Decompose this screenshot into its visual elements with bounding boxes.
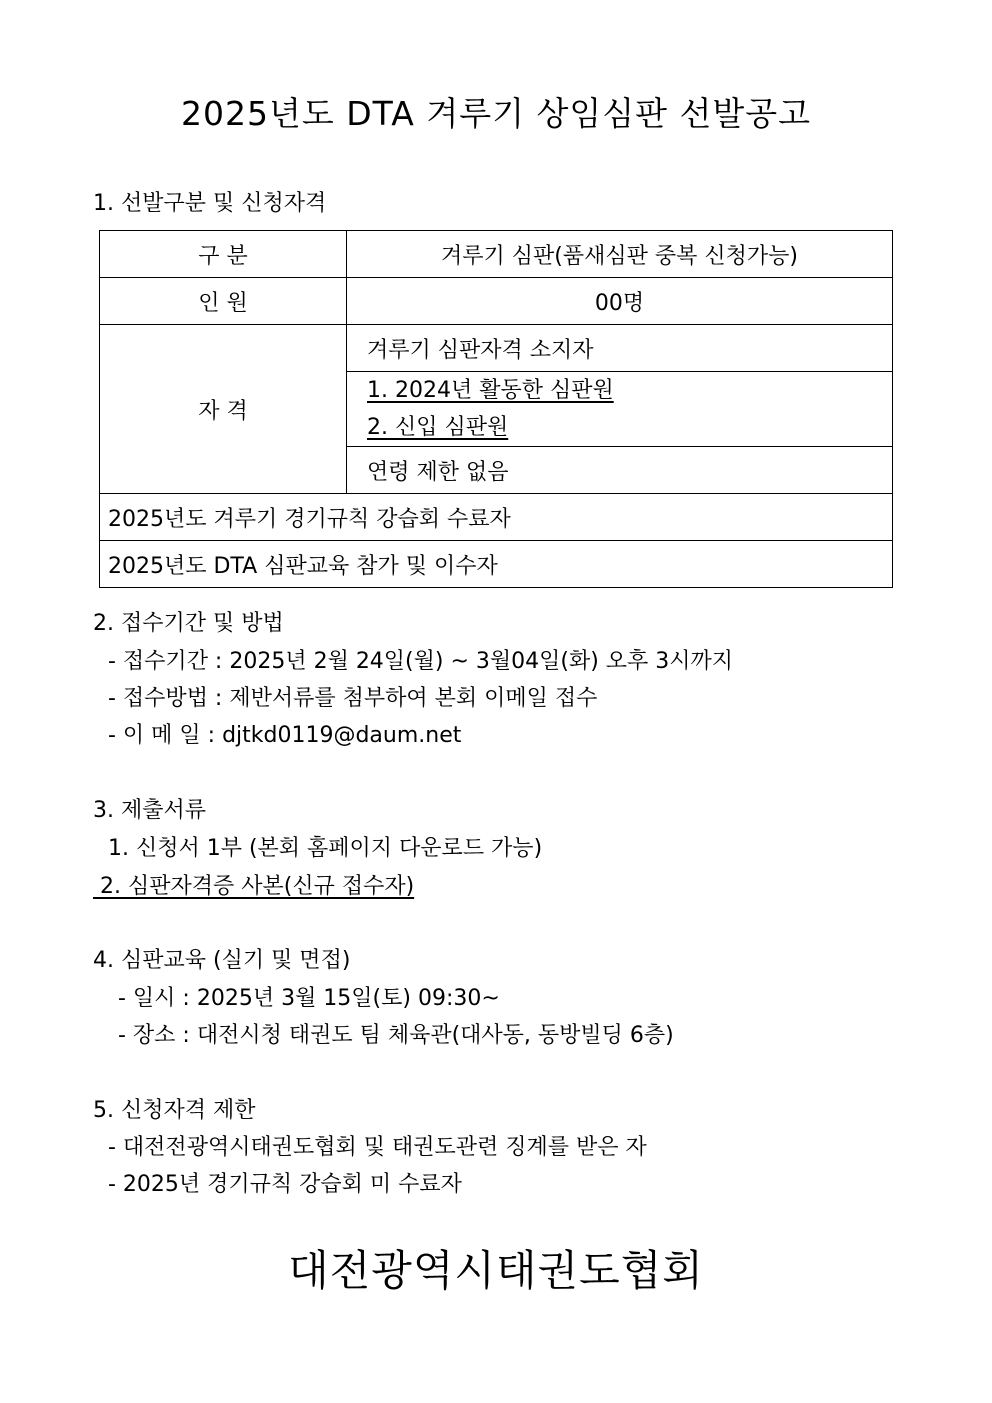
document-line: 1. 신청서 1부 (본회 홈페이지 다운로드 가능) xyxy=(108,836,543,861)
full-row-cell: 2025년도 DTA 심판교육 참가 및 이수자 xyxy=(100,541,893,588)
count-label-cell: 인 원 xyxy=(100,278,347,325)
table-row xyxy=(100,325,893,372)
table-row xyxy=(100,278,893,325)
count-value-cell: 00명 xyxy=(347,278,893,325)
section-3-heading: 3. 제출서류 xyxy=(93,798,206,823)
section-2-heading: 2. 접수기간 및 방법 xyxy=(93,611,284,636)
application-period-line: - 접수기간 : 2025년 2월 24일(월) ~ 3월04일(화) 오후 3시까지 xyxy=(108,649,734,674)
qual-line-cell: 2. 신입 심판원 xyxy=(367,415,509,440)
section-1-heading: 1. 선발구분 및 신청자격 xyxy=(93,191,327,216)
header-right-cell: 겨루기 심판(품새심판 중복 신청가능) xyxy=(347,231,893,278)
qualification-table xyxy=(99,230,893,588)
document-line: 2. 심판자격증 사본(신규 접수자) xyxy=(93,874,415,899)
table-row xyxy=(100,231,893,278)
page-title: 2025년도 DTA 겨루기 상임심판 선발공고 xyxy=(181,94,811,133)
full-row-cell: 2025년도 겨루기 경기규칙 강습회 수료자 xyxy=(100,494,893,541)
qual-line-cell: 겨루기 심판자격 소지자 xyxy=(347,325,893,372)
qual-line-cell: 1. 2024년 활동한 심판원 xyxy=(367,378,614,403)
organization-name: 대전광역시태권도협회 xyxy=(288,1246,704,1295)
qual-line-cell: 연령 제한 없음 xyxy=(347,447,893,494)
education-place-line: - 장소 : 대전시청 태권도 팀 체육관(대사동, 동방빌딩 6층) xyxy=(118,1023,674,1048)
education-date-line: - 일시 : 2025년 3월 15일(토) 09:30~ xyxy=(118,986,500,1011)
section-5-heading: 5. 신청자격 제한 xyxy=(93,1098,256,1123)
qual-sub-cell xyxy=(347,372,893,447)
email-line: - 이 메 일 : djtkd0119@daum.net xyxy=(108,723,462,748)
qual-label-cell: 자 격 xyxy=(100,325,347,494)
restriction-line: - 대전전광역시태권도협회 및 태권도관련 징계를 받은 자 xyxy=(108,1135,647,1160)
table-row xyxy=(100,541,893,588)
header-left-cell: 구 분 xyxy=(100,231,347,278)
section-4-heading: 4. 심판교육 (실기 및 면접) xyxy=(93,948,351,973)
restriction-line: - 2025년 경기규칙 강습회 미 수료자 xyxy=(108,1172,462,1197)
table-row xyxy=(100,494,893,541)
application-method-line: - 접수방법 : 제반서류를 첨부하여 본회 이메일 접수 xyxy=(108,686,598,711)
